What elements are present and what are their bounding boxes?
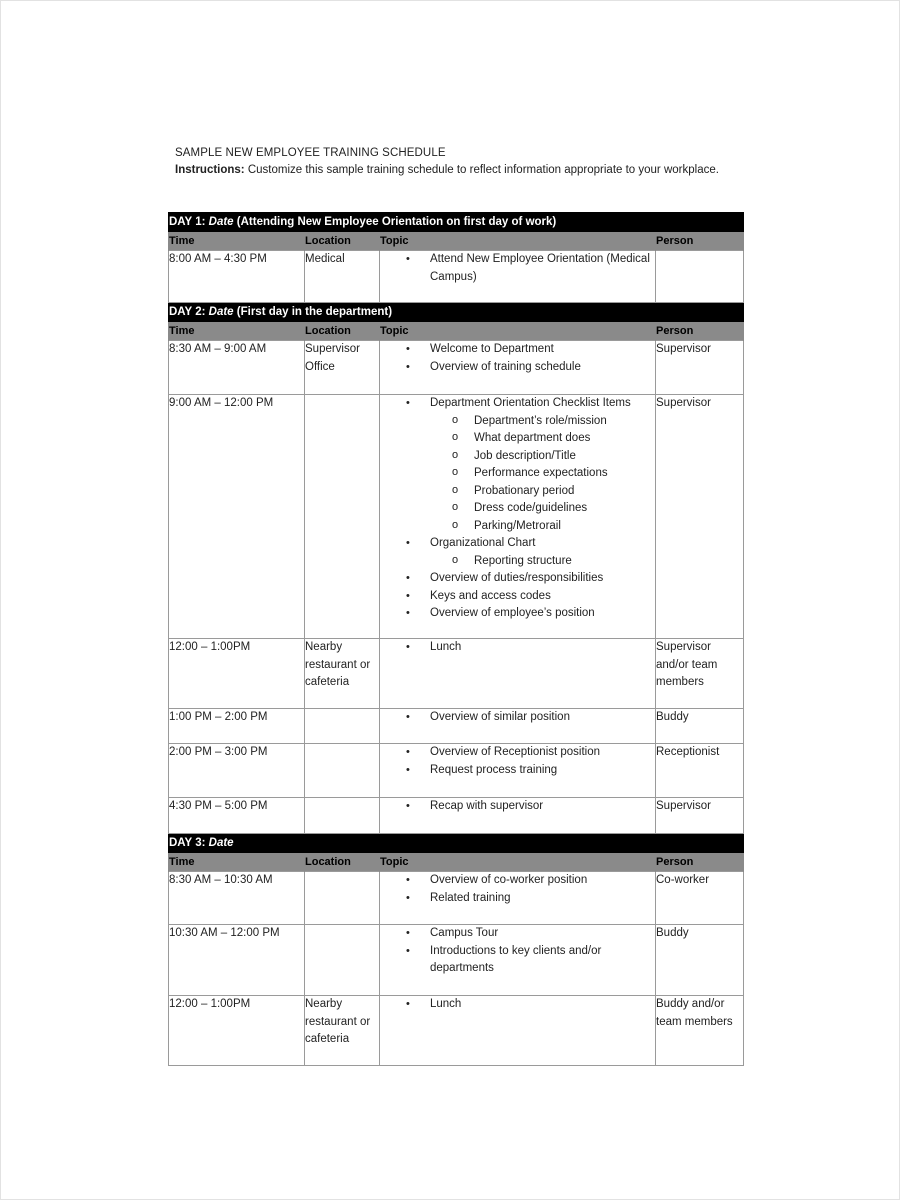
topic-list: [390, 744, 655, 779]
time-cell: 1:00 PM – 2:00 PM: [169, 709, 305, 744]
time-cell: 2:00 PM – 3:00 PM: [169, 744, 305, 798]
column-header-row: [169, 232, 744, 251]
topic-item: [390, 744, 655, 762]
location-cell: [305, 925, 380, 996]
subtopic-item: o Dress code/guidelines: [430, 500, 655, 518]
topic-item: [390, 872, 655, 890]
topic-item: [390, 359, 655, 377]
document-title: SAMPLE NEW EMPLOYEE TRAINING SCHEDULE: [175, 147, 446, 159]
column-header-time: Time: [169, 322, 305, 341]
topic-list: [390, 251, 655, 286]
topic-item: [390, 341, 655, 359]
schedule-row: [169, 872, 744, 925]
topic-list: [390, 872, 655, 907]
topic-list: [390, 925, 655, 978]
day-heading: [169, 213, 744, 232]
schedule-row: [169, 996, 744, 1066]
subtopic-item: o Parking/Metrorail: [430, 518, 655, 536]
topic-item: [390, 588, 655, 606]
column-header-row: [169, 322, 744, 341]
time-cell: 12:00 – 1:00PM: [169, 639, 305, 709]
column-header-topic: Topic: [380, 322, 656, 341]
topic-text: Department Orientation Checklist Items: [430, 397, 631, 409]
topic-text: Introductions to key clients and/or departments: [430, 944, 602, 974]
topic-cell: [380, 639, 656, 709]
subtopic-item: o Probationary period: [430, 483, 655, 501]
topic-item: [390, 639, 655, 657]
person-cell: Supervisor: [656, 341, 744, 395]
topic-item: [390, 709, 655, 727]
topic-text: Keys and access codes: [430, 589, 551, 602]
topic-item: [390, 251, 655, 286]
schedule-row: [169, 925, 744, 996]
topic-item: [390, 535, 655, 570]
location-cell: Nearby restaurant or cafeteria: [305, 639, 380, 709]
column-header-person: Person: [656, 232, 744, 251]
person-cell: [656, 251, 744, 303]
topic-item: [390, 570, 655, 588]
person-cell: Supervisor and/or team members: [656, 639, 744, 709]
column-header-topic: Topic: [380, 853, 656, 872]
training-schedule-table: [168, 212, 744, 1066]
topic-item: [390, 798, 655, 816]
schedule-row: [169, 709, 744, 744]
column-header-time: Time: [169, 853, 305, 872]
topic-item: [390, 943, 655, 978]
topic-text: Overview of training schedule: [430, 360, 581, 373]
column-header-person: Person: [656, 322, 744, 341]
person-cell: Buddy and/or team members: [656, 996, 744, 1066]
time-cell: 12:00 – 1:00PM: [169, 996, 305, 1066]
topic-list: [390, 996, 655, 1014]
location-cell: Nearby restaurant or cafeteria: [305, 996, 380, 1066]
topic-list: [390, 709, 655, 727]
location-cell: [305, 709, 380, 744]
topic-text: Overview of co-worker position: [430, 874, 588, 886]
schedule-row: [169, 251, 744, 303]
column-header-time: Time: [169, 232, 305, 251]
column-header-location: Location: [305, 232, 380, 251]
topic-cell: [380, 925, 656, 996]
time-cell: 8:30 AM – 9:00 AM: [169, 341, 305, 395]
location-cell: [305, 744, 380, 798]
time-cell: 8:00 AM – 4:30 PM: [169, 251, 305, 303]
location-cell: Supervisor Office: [305, 341, 380, 395]
instructions: [175, 162, 735, 178]
topic-item: [390, 925, 655, 943]
topic-text: Attend New Employee Orientation (Medical Campus): [430, 253, 650, 283]
column-header-person: Person: [656, 853, 744, 872]
schedule-row: [169, 798, 744, 834]
topic-text: Overview of similar position: [430, 711, 570, 723]
person-cell: Receptionist: [656, 744, 744, 798]
day-heading: [169, 303, 744, 322]
subtopic-item: o Department’s role/mission: [430, 413, 655, 431]
topic-cell: [380, 996, 656, 1066]
topic-cell: [380, 709, 656, 744]
topic-list: [390, 395, 655, 623]
day-label: DAY 2:: [169, 306, 209, 318]
topic-text: Request process training: [430, 763, 558, 776]
column-header-location: Location: [305, 853, 380, 872]
topic-text: Lunch: [430, 998, 462, 1010]
topic-cell: [380, 798, 656, 834]
topic-text: Organizational Chart: [430, 537, 536, 549]
topic-list: [390, 341, 655, 376]
person-cell: Co-worker: [656, 872, 744, 925]
location-cell: [305, 395, 380, 639]
topic-cell: [380, 872, 656, 925]
day-header-row: [169, 213, 744, 232]
day-description: (First day in the department): [233, 306, 393, 318]
topic-list: [390, 639, 655, 657]
topic-text: Lunch: [430, 641, 462, 653]
location-cell: [305, 872, 380, 925]
topic-text: Overview of duties/responsibilities: [430, 572, 604, 584]
subtopic-list: [430, 413, 655, 536]
topic-text: Recap with supervisor: [430, 800, 544, 812]
person-cell: Buddy: [656, 709, 744, 744]
instructions-text: Customize this sample training schedule to reflect information appropriate to your workplace.: [244, 164, 719, 176]
topic-cell: [380, 744, 656, 798]
time-cell: 8:30 AM – 10:30 AM: [169, 872, 305, 925]
topic-cell: [380, 341, 656, 395]
document-header: [175, 145, 735, 178]
topic-item: [390, 605, 655, 623]
day-header-row: [169, 303, 744, 322]
person-cell: Buddy: [656, 925, 744, 996]
day-date: Date: [208, 306, 234, 318]
schedule-row: [169, 341, 744, 395]
topic-text: Related training: [430, 891, 511, 904]
day-header-row: [169, 834, 744, 853]
time-cell: 9:00 AM – 12:00 PM: [169, 395, 305, 639]
subtopic-list: [430, 553, 655, 571]
day-label: DAY 3:: [169, 837, 209, 849]
topic-cell: [380, 251, 656, 303]
day-label: DAY 1:: [169, 216, 209, 228]
topic-text: Overview of Receptionist position: [430, 746, 601, 758]
schedule-body: [169, 213, 744, 1066]
topic-text: Overview of employee’s position: [430, 607, 595, 619]
topic-item: [390, 395, 655, 535]
day-heading: [169, 834, 744, 853]
subtopic-item: o Reporting structure: [430, 553, 655, 571]
person-cell: Supervisor: [656, 798, 744, 834]
schedule-row: [169, 744, 744, 798]
subtopic-item: o Job description/Title: [430, 448, 655, 466]
topic-item: [390, 996, 655, 1014]
topic-list: [390, 798, 655, 816]
time-cell: 10:30 AM – 12:00 PM: [169, 925, 305, 996]
topic-text: Campus Tour: [430, 927, 499, 939]
topic-text: Welcome to Department: [430, 343, 554, 355]
day-date: Date: [208, 837, 234, 849]
column-header-topic: Topic: [380, 232, 656, 251]
topic-item: [390, 890, 655, 908]
topic-cell: [380, 395, 656, 639]
instructions-label: Instructions:: [175, 164, 245, 176]
location-cell: [305, 798, 380, 834]
location-cell: Medical: [305, 251, 380, 303]
schedule-row: [169, 395, 744, 639]
day-date: Date: [208, 216, 234, 228]
schedule-row: [169, 639, 744, 709]
day-description: (Attending New Employee Orientation on first day of work): [233, 216, 557, 228]
topic-item: [390, 762, 655, 780]
time-cell: 4:30 PM – 5:00 PM: [169, 798, 305, 834]
person-cell: Supervisor: [656, 395, 744, 639]
column-header-location: Location: [305, 322, 380, 341]
column-header-row: [169, 853, 744, 872]
subtopic-item: o What department does: [430, 430, 655, 448]
subtopic-item: o Performance expectations: [430, 465, 655, 483]
